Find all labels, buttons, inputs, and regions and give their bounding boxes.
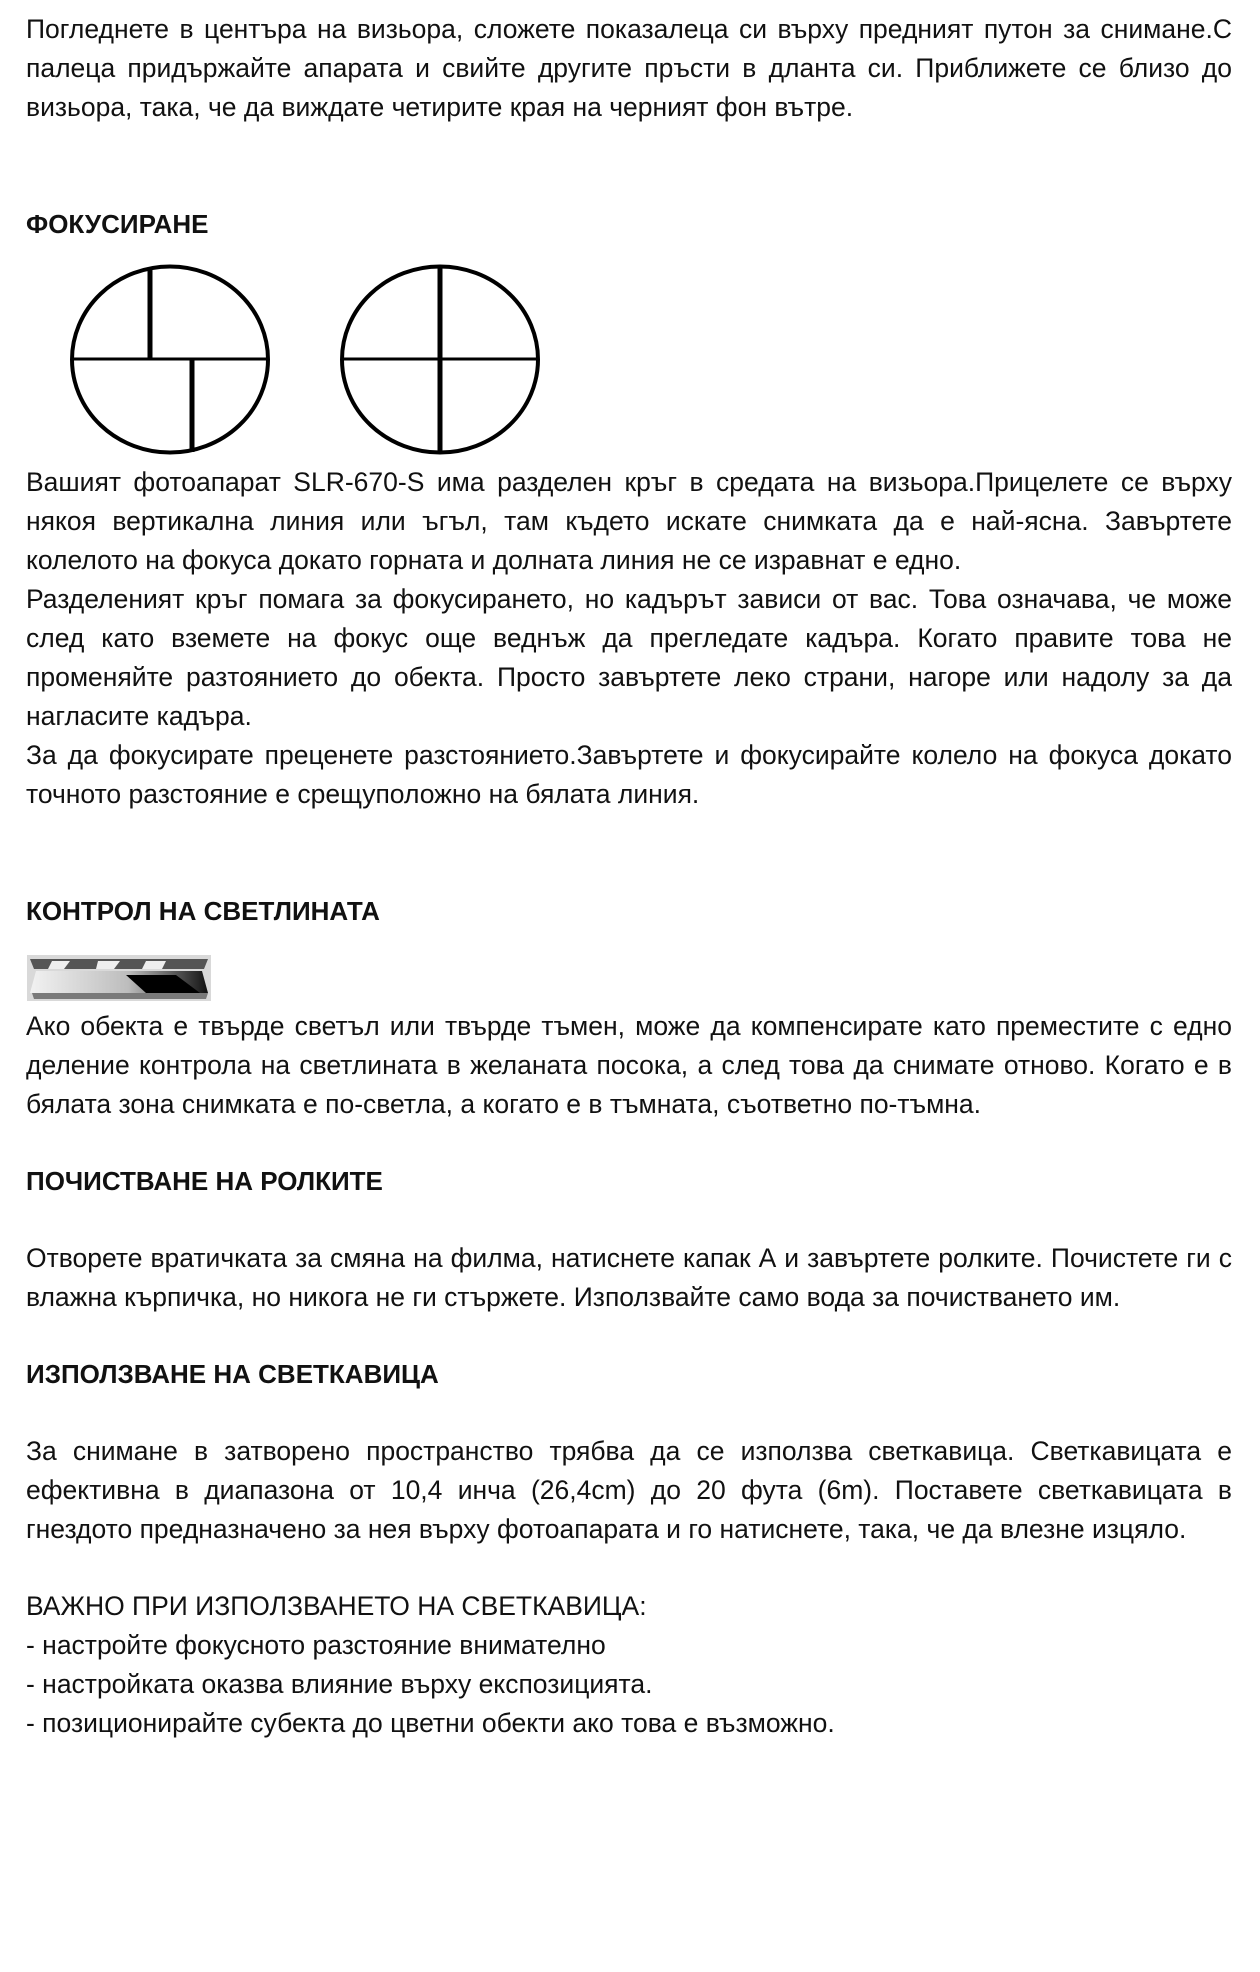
- focus-paragraph-3: За да фокусирате преценете разстоянието.Завъртете и фокусирайте колело на фокуса докато точното разстояние е срещуположно на бялата линия.: [26, 740, 1232, 809]
- document-page: [26, 10, 1232, 1743]
- split-circle-unfocused-figure: [68, 262, 272, 457]
- flash-heading: ИЗПОЛЗВАНЕ НА СВЕТКАВИЦА: [26, 1359, 439, 1389]
- intro-paragraph: Погледнете в центъра на визьора, сложете показалеца си върху предният путон за снимане.С палеца придържайте апарата и свийте другите пръсти в дланта си. Приближете се близо до визьора, така, че да виждате четирите края на черният фон вътре.: [26, 14, 1232, 122]
- flash-paragraph: За снимане в затворено пространство трябва да се използва светкавица. Светкавицата е ефективна в диапазона от 10,4 инча (26,4cm) до 20 фута (6m). Поставете светкавицата в гнездото предназначено за нея върху фотоапарата и го натиснете, така, че да влезне изцяло.: [26, 1436, 1232, 1544]
- light-heading: КОНТРОЛ НА СВЕТЛИНАТА: [26, 896, 380, 926]
- list-item: - позиционирайте субекта до цветни обекти ако това е възможно.: [26, 1708, 835, 1738]
- rollers-heading: ПОЧИСТВАНЕ НА РОЛКИТЕ: [26, 1166, 383, 1196]
- flash-important-list: [26, 1587, 1232, 1743]
- flash-important-title: ВАЖНО ПРИ ИЗПОЛЗВАНЕТО НА СВЕТКАВИЦА:: [26, 1591, 647, 1621]
- focus-heading: ФОКУСИРАНЕ: [26, 209, 209, 239]
- focus-figures: [26, 262, 1232, 457]
- rollers-paragraph: Отворете вратичката за смяна на филма, натиснете капак А и завъртете ролките. Почистете ги с влажна кърпичка, но никога не ги стържете. Използвайте само вода за почистването им.: [26, 1243, 1232, 1312]
- focus-paragraph-2: Разделеният кръг помага за фокусирането, но кадърът зависи от вас. Това означава, че може след като вземете на фокус още веднъж да прегледате кадъра. Когато правите това не променяйте разтоянието до обекта. Просто завъртете леко страни, нагоре или надолу за да нагласите кадъра.: [26, 584, 1232, 731]
- split-circle-focused-figure: [338, 262, 542, 457]
- light-control-strip-figure: [26, 953, 212, 1003]
- light-paragraph: Ако обекта е твърде светъл или твърде тъмен, може да компенсирате като преместите с едно деление контрола на светлината в желаната посока, а след това да снимате отново. Когато е в бялата зона снимката е по-светла, а когато е в тъмната, съответно по-тъмна.: [26, 1011, 1232, 1119]
- list-item: - настройте фокусното разстояние внимателно: [26, 1630, 606, 1660]
- list-item: - настройката оказва влияние върху експозицията.: [26, 1669, 653, 1699]
- focus-paragraph-1: Вашият фотоапарат SLR-670-S има разделен кръг в средата на визьора.Прицелете се върху някоя вертикална линия или ъгъл, там където искате снимката да е най-ясна. Завъртете колелото на фокуса докато горната и долната линия не се изравнат е едно.: [26, 467, 1232, 575]
